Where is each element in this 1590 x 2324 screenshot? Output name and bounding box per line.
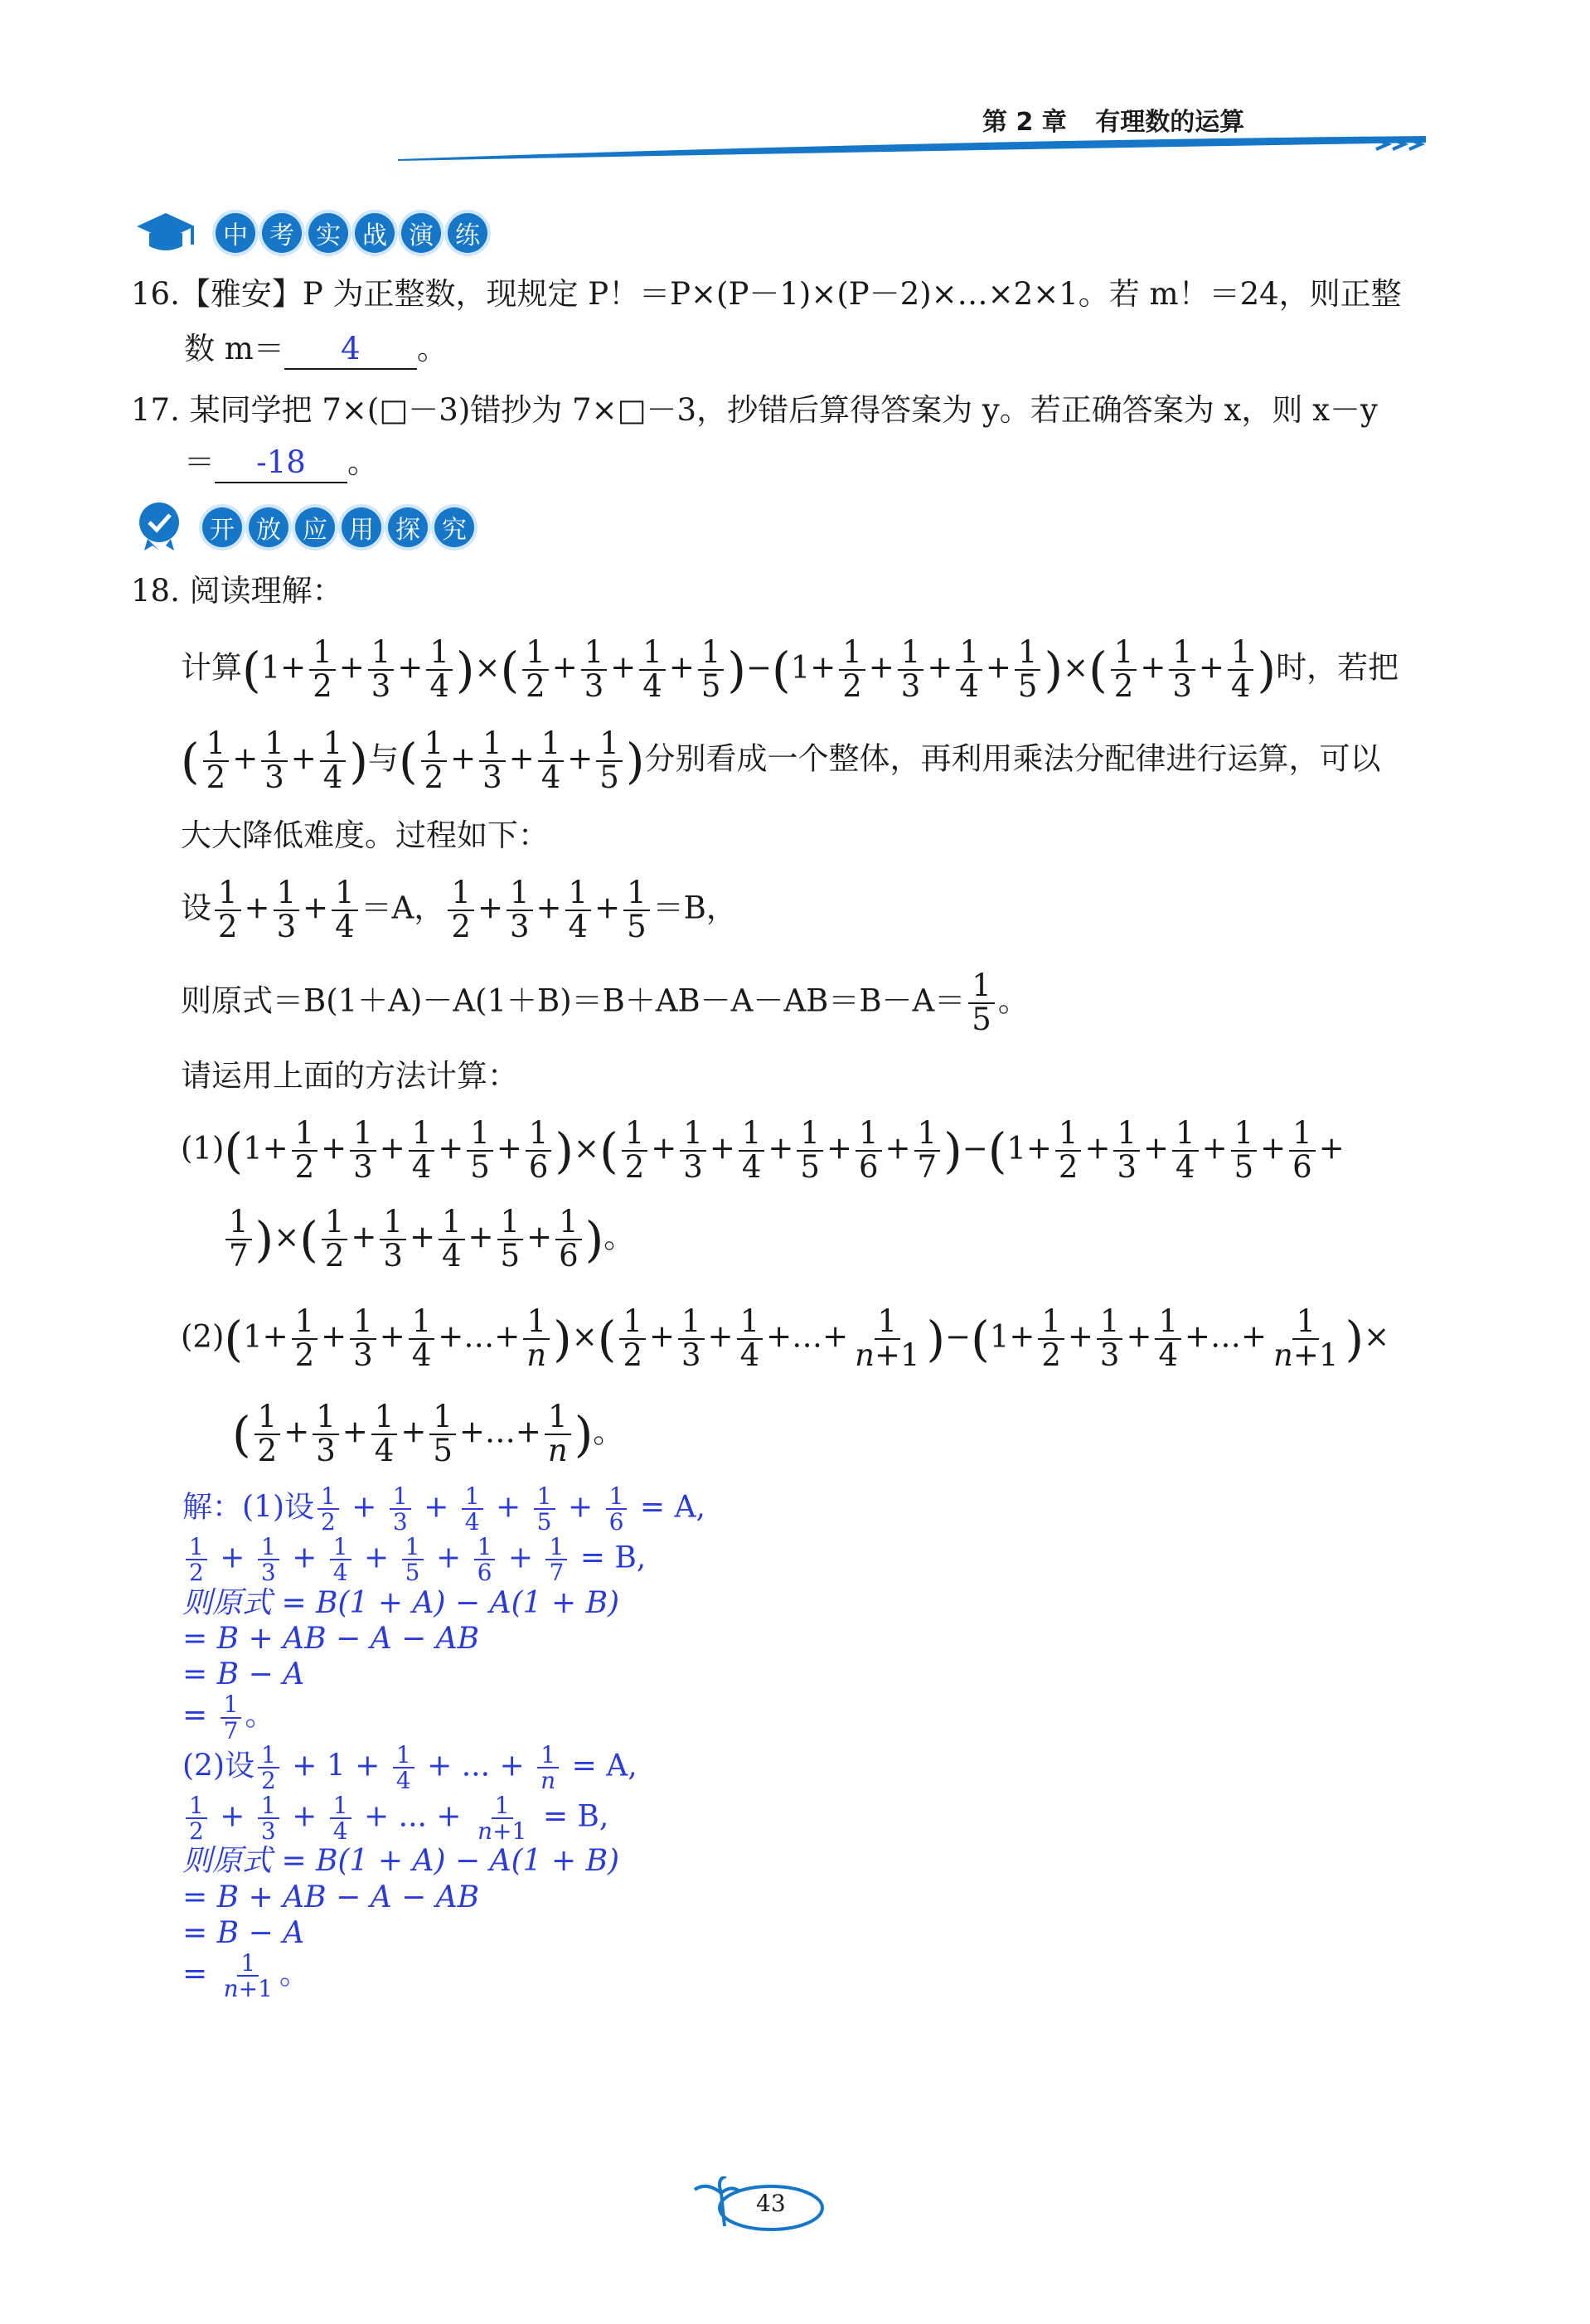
check-badge-icon bbox=[133, 499, 186, 556]
page-number: 43 bbox=[756, 2190, 786, 2217]
q18-expression-line2: ( $\frac{1}{2}$ + $\frac{1}{3}$ + $\frac{1}{4}$ )与( $\frac{1}{2}$ + $\frac{1}{3}$ + $\frac{1}{4}$ + $\frac{1}{5}$ )分别看成一个整体，再利用乘法分配律进行运算，可以 bbox=[181, 725, 1381, 795]
banner-kaifang bbox=[133, 502, 481, 553]
q18-line4: 设 $\frac{1}{2}$ + $\frac{1}{3}$ + $\frac{1}{4}$ ＝A， $\frac{1}{2}$ + $\frac{1}{3}$ + $\frac{1}{4}$ + $\frac{1}{5}$ ＝B， bbox=[181, 875, 737, 944]
banner-char: 考 bbox=[262, 213, 302, 253]
solution-line: 则原式 = B(1 + A) − A(1 + B) bbox=[182, 1585, 620, 1620]
solution-line: = $\frac{1}{n+1}$ 。 bbox=[182, 1949, 309, 2003]
banner-char: 放 bbox=[249, 507, 288, 547]
q18-line6: 请运用上面的方法计算： bbox=[181, 1058, 518, 1094]
solution-line: = B + AB − A − AB bbox=[182, 1621, 480, 1656]
question-17-line2: ＝ -18 。 bbox=[184, 444, 378, 483]
solution-line: = $\frac{1}{7}$ 。 bbox=[182, 1691, 275, 1744]
banner-char: 练 bbox=[448, 213, 487, 253]
solution-line: = B − A bbox=[182, 1657, 305, 1691]
banner-char: 中 bbox=[216, 213, 255, 253]
banner-zhongkao bbox=[133, 207, 494, 259]
chapter-number: 第 2 章 bbox=[982, 108, 1067, 137]
graduation-cap-icon bbox=[133, 208, 199, 258]
banner-char: 演 bbox=[401, 213, 441, 253]
q18-expression-line1: 计算(1+ $\frac{1}{2}$ + $\frac{1}{3}$ + $\frac{1}{4}$ )×( $\frac{1}{2}$ + $\frac{1}{3}$ + $\frac{1}{4}$ + $\frac{1}{5}$ )−(1+ $\frac{1}{2}$ + $\frac{1}{3}$ + $\frac{1}{4}$ + $\frac{1}{5}$ )×( $\frac{1}{2}$ + $\frac{1}{3}$ + $\frac{1}{4}$ )时，若把 bbox=[181, 634, 1399, 704]
banner-char: 应 bbox=[295, 507, 335, 547]
solution-line: = B − A bbox=[182, 1915, 305, 1950]
solution-line: $\frac{1}{2}$ + $\frac{1}{3}$ + $\frac{1}{4}$ + $\frac{1}{5}$ + $\frac{1}{6}$ + $\frac{1}{7}$ = B, bbox=[182, 1535, 705, 1585]
banner-char: 实 bbox=[308, 213, 348, 253]
q18-part2-line1: (2)(1+ $\frac{1}{2}$ + $\frac{1}{3}$ + $\frac{1}{4}$ +…+ $\frac{1}{n}$ )×( $\frac{1}{2}$ + $\frac{1}{3}$ + $\frac{1}{4}$ +…+ $\frac{1}{n+1}$ )−(1+ $\frac{1}{2}$ + $\frac{1}{3}$ + $\frac{1}{4}$ +…+ $\frac{1}{n+1}$ )× bbox=[181, 1303, 1390, 1373]
question-16-line2: 数 m＝ 4 。 bbox=[184, 330, 448, 370]
solution-line: 解：(1)设 $\frac{1}{2}$ + $\frac{1}{3}$ + $\frac{1}{4}$ + $\frac{1}{5}$ + $\frac{1}{6}$ = A, bbox=[182, 1482, 705, 1536]
chapter-title: 有理数的运算 bbox=[1095, 108, 1245, 137]
answer-16: 4 bbox=[341, 331, 361, 366]
solution-line: 则原式 = B(1 + A) − A(1 + B) bbox=[182, 1844, 620, 1879]
solution-block bbox=[182, 1484, 705, 2001]
banner-char: 开 bbox=[202, 507, 242, 547]
solution-line: (2)设 $\frac{1}{2}$ + 1 + $\frac{1}{4}$ + ... + $\frac{1}{n}$ = A, bbox=[182, 1740, 637, 1795]
banner-char: 究 bbox=[434, 507, 474, 547]
header-swoosh bbox=[398, 133, 1426, 166]
question-18-title: 18. 阅读理解： bbox=[131, 573, 343, 609]
banner-char: 用 bbox=[342, 507, 381, 547]
q18-part1-line2: $\frac{1}{7}$ )×( $\frac{1}{2}$ + $\frac{1}{3}$ + $\frac{1}{4}$ + $\frac{1}{5}$ + $\frac{1}{6}$ )。 bbox=[222, 1206, 634, 1273]
answer-17: -18 bbox=[256, 444, 306, 480]
q18-line3: 大大降低难度。过程如下： bbox=[181, 818, 549, 853]
page-number-badge bbox=[688, 2176, 829, 2234]
q18-part1-line1: (1)(1+ $\frac{1}{2}$ + $\frac{1}{3}$ + $\frac{1}{4}$ + $\frac{1}{5}$ + $\frac{1}{6}$ )×( $\frac{1}{2}$ + $\frac{1}{3}$ + $\frac{1}{4}$ + $\frac{1}{5}$ + $\frac{1}{6}$ + $\frac{1}{7}$ )−(1+ $\frac{1}{2}$ + $\frac{1}{3}$ + $\frac{1}{4}$ + $\frac{1}{5}$ + $\frac{1}{6}$ + bbox=[181, 1115, 1345, 1185]
q18-part2-line2: ( $\frac{1}{2}$ + $\frac{1}{3}$ + $\frac{1}{4}$ + $\frac{1}{5}$ +…+ $\frac{1}{n}$ )。 bbox=[232, 1399, 624, 1468]
banner-char: 战 bbox=[355, 213, 395, 253]
question-16-line1: 16.【雅安】P 为正整数，现规定 P！＝P×(P－1)×(P－2)×…×2×1。若 m！＝24，则正整 bbox=[131, 276, 1402, 312]
solution-line: = B + AB − A − AB bbox=[182, 1880, 480, 1914]
question-17-line1: 17. 某同学把 7×(□－3)错抄为 7×□－3，抄错后算得答案为 y。若正确答案为 x，则 x－y bbox=[131, 392, 1378, 428]
banner-char: 探 bbox=[388, 507, 428, 547]
q18-line5: 则原式＝B(1＋A)－A(1＋B)＝B＋AB－A－AB＝B－A＝ $\frac{1}{5}$ 。 bbox=[181, 968, 1029, 1037]
solution-line: $\frac{1}{2}$ + $\frac{1}{3}$ + $\frac{1}{4}$ + ... + $\frac{1}{n+1}$ = B, bbox=[182, 1793, 705, 1844]
